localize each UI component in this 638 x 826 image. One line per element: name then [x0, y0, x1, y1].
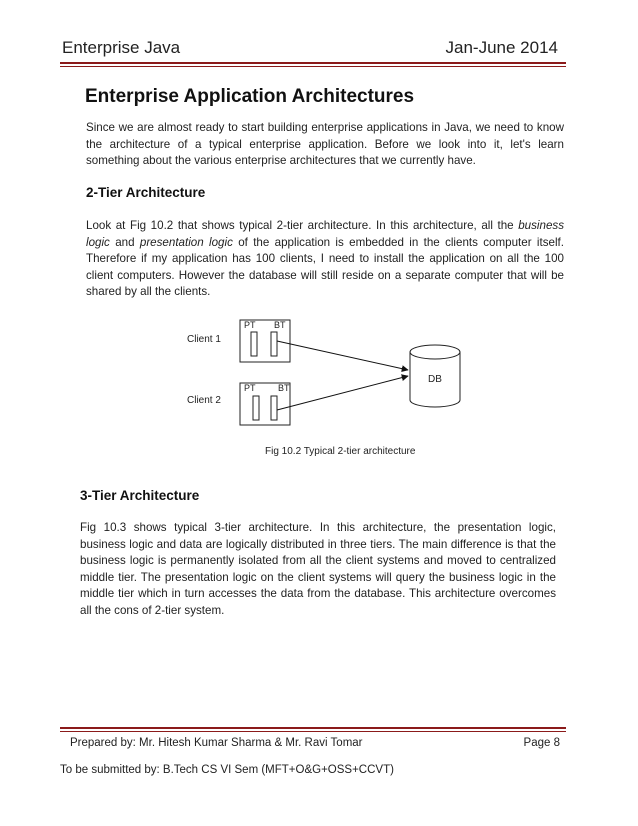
footer-rule-thin: [60, 731, 566, 732]
footer-submitted-by: To be submitted by: B.Tech CS VI Sem (MFT+O&G+OSS+CCVT): [60, 764, 394, 776]
footer-prepared-by: Prepared by: Mr. Hitesh Kumar Sharma & Mr. Ravi Tomar: [70, 737, 363, 749]
footer-rule: [60, 727, 566, 729]
two-tier-heading: 2-Tier Architecture: [86, 185, 206, 200]
figure-caption: Fig 10.2 Typical 2-tier architecture: [265, 446, 416, 457]
two-tier-text-a: Look at Fig 10.2 that shows typical 2-tier architecture. In this architecture, all the: [86, 219, 519, 232]
client1-pt-label: PT: [244, 320, 256, 330]
three-tier-heading: 3-Tier Architecture: [80, 488, 200, 503]
header-date: Jan-June 2014: [445, 38, 558, 57]
two-tier-text-b: and: [109, 235, 140, 249]
footer-page-number: Page 8: [523, 737, 560, 749]
two-tier-em-business: business logic: [86, 219, 564, 249]
two-tier-diagram: [150, 300, 490, 470]
client2-bt-label: BT: [278, 383, 290, 393]
db-label: DB: [428, 374, 442, 385]
header-rule: [60, 62, 566, 64]
client2-label: Client 2: [187, 395, 221, 406]
client1-bt-bar: [271, 332, 277, 356]
two-tier-paragraph: [86, 218, 564, 301]
intro-paragraph: Since we are almost ready to start building enterprise applications in Java, we need to know the architecture of a typical enterprise application. Before we look into it, let's learn something about the various enterprise architectures that we currently have.: [86, 121, 564, 167]
two-tier-text-c: of the application is embedded in the clients computer itself. Therefore if my application has 100 clients, I need to install the application on all the 100 client computers. However the database will still reside on a separate computer that will be shared by all the clients.: [86, 235, 564, 298]
header-rule-thin: [60, 66, 566, 67]
section-heading: Enterprise Application Architectures: [85, 86, 415, 107]
client2-pt-bar: [253, 396, 259, 420]
client1-pt-bar: [251, 332, 257, 356]
two-tier-em-presentation: presentation logic: [139, 235, 233, 249]
client2-pt-label: PT: [244, 383, 256, 393]
three-tier-paragraph: Fig 10.3 shows typical 3-tier architecture. In this architecture, the presentation logic, business logic and data are logically distributed in three tiers. The main difference is that the business logic is permanently isolated from all the client systems and moved to centralized middle tier. The presentation logic on the client systems will query the business logic in the middle tier which in turn accesses the data from the database. This architecture overcomes all the cons of 2-tier system.: [80, 521, 556, 617]
header-title: Enterprise Java: [62, 38, 181, 57]
client2-arrow: [277, 376, 408, 410]
client1-label: Client 1: [187, 334, 221, 345]
client1-arrow: [277, 341, 408, 370]
client2-bt-bar: [271, 396, 277, 420]
client1-bt-label: BT: [274, 320, 286, 330]
